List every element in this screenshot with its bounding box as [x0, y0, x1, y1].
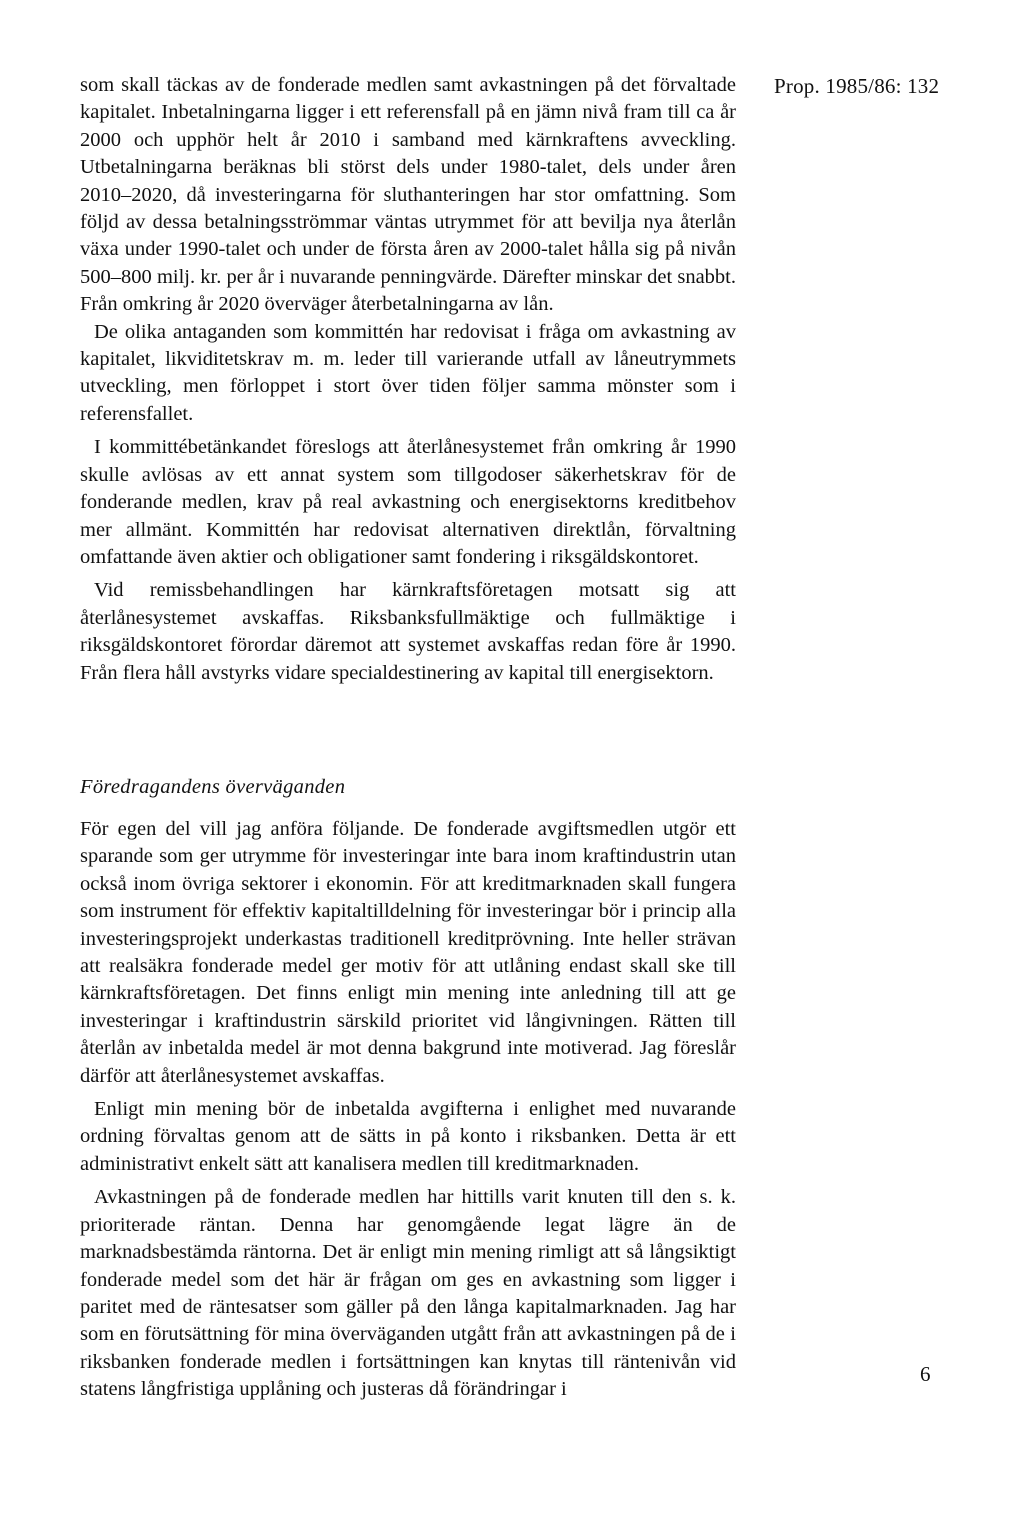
- page-number: 6: [920, 1362, 931, 1386]
- paragraph-2: De olika antaganden som kommittén har redovisat i fråga om avkastning av kapitalet, likviditetskrav m. m. leder till varierande utfall av låneutrymmets utveckling, men förloppet i stort över tiden följer samma mönster som i referensfallet.: [80, 320, 736, 425]
- body-text-section-1: [80, 72, 736, 687]
- paragraph-5: För egen del vill jag anföra följande. De fonderade avgiftsmedlen utgör ett sparande som ger utrymme för investeringar inte bara inom kraftindustrin utan också inom övriga sektorer i ekonomin. För att kreditmarknaden skall fungera som instrument för effektiv kapitaltilldelning för investeringar bör i princip alla investeringsprojekt underkastas traditionell kreditprövning. Inte heller strävan att realsäkra fonderade medel ger motiv för att utlåning endast skall ske till kärnkraftsföretagen. Det finns enligt min mening inte anledning till att ge investeringar i kraftindustrin särskild prioritet vid långivningen. Rätten till återlån av inbetalda medel är mot denna bakgrund inte motiverad. Jag föreslår därför att återlånesystemet avskaffas.: [80, 818, 736, 1087]
- section-heading: Föredragandens överväganden: [80, 776, 346, 798]
- paragraph-1: som skall täckas av de fonderade medlen samt avkastningen på det förvaltade kapitalet. Inbetalningarna ligger i ett referensfall på en jämn nivå fram till ca år 2000 och upphör helt år 2010 i samband med kärnkraftens avveckling. Utbetalningarna beräknas bli störst dels under 1980-talet, dels under åren 2010–2020, då investeringarna för sluthanteringen har stor omfattning. Som följd av dessa betalningsströmmar väntas utrymmet för att bevilja nya återlån växa under 1990-talet och under de första åren av 2000-talet hålla sig på nivån 500–800 milj. kr. per år i nuvarande penningvärde. Därefter minskar det snabbt. Från omkring år 2020 överväger återbetalningarna av lån.: [80, 74, 736, 316]
- paragraph-7: Avkastningen på de fonderade medlen har hittills varit knuten till den s. k. prioriterade räntan. Denna har genomgående legat lägre än de marknadsbestämda räntorna. Det är enligt min mening rimligt att så långsiktigt fonderade medel som det här är frågan om ges en avkastning som ligger i paritet med de räntesatser som gäller på den långa kapitalmarknaden. Jag har som en förutsättning för mina överväganden utgått från att avkastningen på de i riksbanken fonderade medlen i fortsättningen kan knytas till räntenivån vid statens långfristiga upplåning och justeras då förändringar i: [80, 1186, 736, 1401]
- proposition-reference: Prop. 1985/86: 132: [774, 74, 940, 98]
- paragraph-6: Enligt min mening bör de inbetalda avgifterna i enlighet med nuvarande ordning förvaltas genom att de sätts in på konto i riksbanken. Detta är ett administrativt enkelt sätt att kanalisera medlen till kreditmarknaden.: [80, 1098, 736, 1175]
- paragraph-3: I kommittébetänkandet föreslogs att återlånesystemet från omkring år 1990 skulle avlösas av ett annat system som tillgodoser säkerhetskrav för de fonderande medlen, krav på real avkastning och energisektorns kreditbehov mer allmänt. Kommittén har redovisat alternativen direktlån, förvaltning omfattande även aktier och obligationer samt fondering i riksgäldskontoret.: [80, 436, 736, 568]
- body-text-section-2: [80, 816, 736, 1404]
- paragraph-4: Vid remissbehandlingen har kärnkraftsföretagen motsatt sig att återlånesystemet avskaffas. Riksbanksfullmäktige och fullmäktige i riksgäldskontoret förordar däremot att systemet avskaffas redan före år 1990. Från flera håll avstyrks vidare specialdestinering av kapital till energisektorn.: [80, 579, 736, 684]
